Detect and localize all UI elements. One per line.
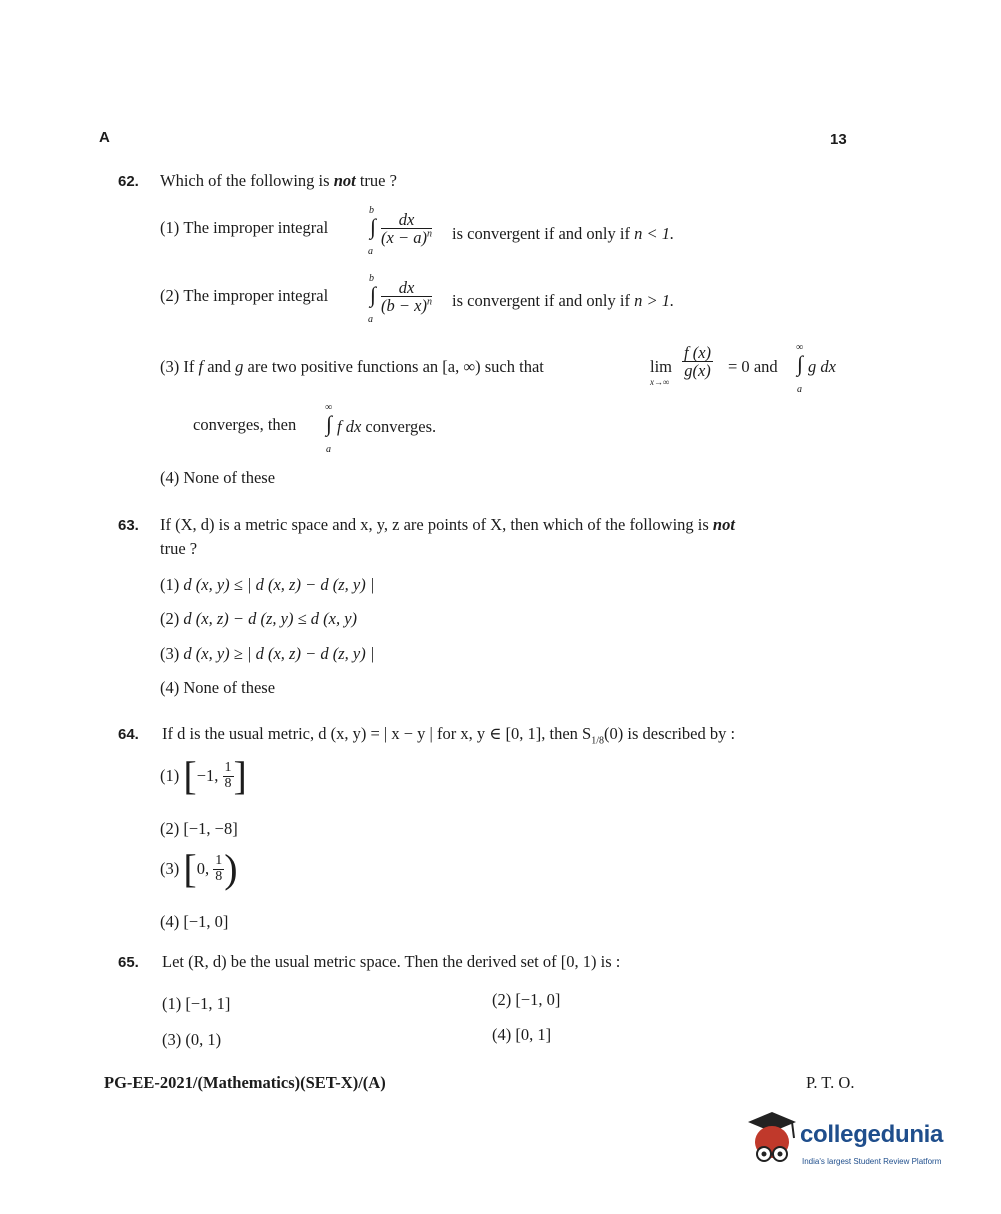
option-continuation: converges, then <box>193 415 297 434</box>
option-tail: is convergent if and only if n > 1. <box>452 291 675 310</box>
question-number: 62. <box>118 173 139 190</box>
integral-lower-limit: a <box>368 314 373 325</box>
option-1: (1) [−1, 1] <box>162 994 231 1013</box>
collegedunia-watermark <box>742 1108 972 1178</box>
integral-upper-limit: b <box>369 205 374 216</box>
option-label: (2) The improper integral <box>160 286 329 305</box>
integrand-fraction: $\frac{dx}{(x - a)^n}$ <box>381 210 432 248</box>
option-text: (3) If f and g are two positive functions an [a, ∞) such that <box>160 357 544 376</box>
watermark-brand: collegedunia <box>800 1121 944 1148</box>
option-4: (4) [−1, 0] <box>160 912 229 931</box>
option-3: (3) d (x, y) ≥ | d (x, z) − d (z, y) | <box>160 644 375 663</box>
integral-sign: ∫ <box>370 214 377 239</box>
integrand-fraction: $\frac{dx}{(b - x)^n}$ <box>381 278 432 316</box>
question-prompt: Let (R, d) be the usual metric space. Then the derived set of [0, 1) is : <box>162 952 621 971</box>
option-3: (3) [0, $\frac{1}{8}$ ) <box>160 846 238 891</box>
option-4: (4) None of these <box>160 468 276 487</box>
footer-code: PG-EE-2021/(Mathematics)(SET-X)/(A) <box>104 1073 386 1092</box>
option-2: (2) [−1, 0] <box>492 990 561 1009</box>
watermark-tagline: India's largest Student Review Platform <box>802 1157 942 1166</box>
integral-upper-limit: ∞ <box>796 342 804 353</box>
limit-fraction: $\frac{f (x)}{g(x)}$ <box>684 343 712 381</box>
integral-lower-limit: a <box>368 246 373 257</box>
option-1: (1) d (x, y) ≤ | d (x, z) − d (z, y) | <box>160 575 375 594</box>
page-number: 13 <box>830 131 847 148</box>
set-letter: A <box>99 129 110 146</box>
integral-sign: ∫ <box>370 282 377 307</box>
option-tail: is convergent if and only if n < 1. <box>452 224 675 243</box>
integrand: g dx <box>808 357 836 376</box>
integral-upper-limit: b <box>369 273 374 284</box>
question-number: 65. <box>118 954 139 971</box>
option-label: (1) The improper integral <box>160 218 329 237</box>
integral-lower-limit: a <box>326 444 331 455</box>
limit-equals: = 0 and <box>728 357 778 376</box>
integral-lower-limit: a <box>797 384 802 395</box>
option-4: (4) None of these <box>160 678 276 697</box>
question-prompt-continuation: true ? <box>160 539 198 558</box>
question-number: 64. <box>118 726 139 743</box>
question-prompt: Which of the following is not true ? <box>160 171 397 190</box>
option-3: (3) (0, 1) <box>162 1030 222 1049</box>
integral-sign: ∫ <box>797 351 804 376</box>
integrand: f dx converges. <box>337 417 437 436</box>
footer-pto: P. T. O. <box>806 1073 855 1092</box>
option-1: (1) [−1, $\frac{1}{8}$ ] <box>160 753 247 798</box>
question-prompt: If (X, d) is a metric space and x, y, z are points of X, then which of the following is not <box>160 515 735 534</box>
integral-sign: ∫ <box>326 411 333 436</box>
option-2: (2) [−1, −8] <box>160 819 238 838</box>
question-prompt: If d is the usual metric, d (x, y) = | x − y | for x, y ∈ [0, 1], then $S_{1/8}(0)$ is described by : <box>162 724 736 747</box>
limit-subscript: x→∞ <box>650 377 670 387</box>
limit-operator: lim <box>650 357 673 376</box>
option-4: (4) [0, 1] <box>492 1025 552 1044</box>
mascot-icon <box>742 1108 804 1170</box>
integral-upper-limit: ∞ <box>325 402 333 413</box>
question-number: 63. <box>118 517 139 534</box>
option-2: (2) d (x, z) − d (z, y) ≤ d (x, y) <box>160 609 358 628</box>
